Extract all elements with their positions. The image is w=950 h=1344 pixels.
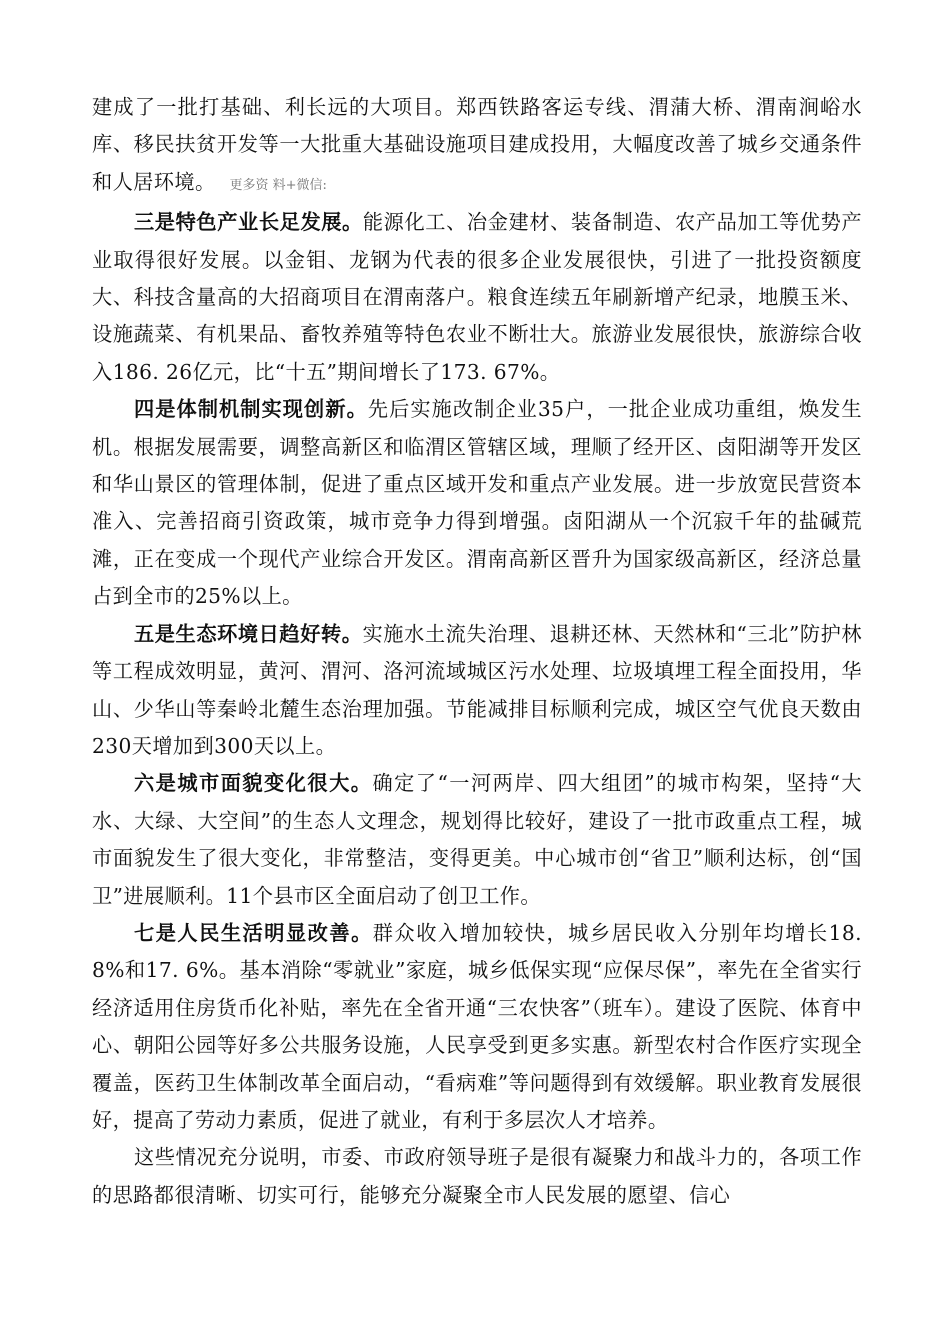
paragraph-ecology [92,616,862,766]
paragraph-industry [92,204,862,391]
paragraph-text: 群众收入增加较快，城乡居民收入分别年均增长18. 8%和17. 6%。基本消除“零就业”家庭，城乡低保实现“应保尽保”，率先在全省实行经济适用住房货币化补贴，率先在全省开通“三农快客”（班车）。建设了医院、体育中心、朝阳公园等好多公共服务设施，人民享受到更多实惠。新型农村合作医疗实现全覆盖，医药卫生体制改革全面启动，“看病难”等问题得到有效缓解。职业教育发展很好，提高了劳动力素质，促进了就业，有利于多层次人才培养。 [92,920,862,1132]
paragraph-conclusion [92,1139,862,1214]
paragraph-heading: 五是生态环境日趋好转。 [134,621,363,646]
paragraph-city [92,765,862,915]
paragraph-heading: 七是人民生活明显改善。 [134,920,373,945]
paragraph-text: 确定了“一河两岸、四大组团”的城市构架，坚持“大水、大绿、大空间”的生态人文理念，规划得比较好，建设了一批市政重点工程，城市面貌发生了很大变化，非常整洁，变得更美。中心城市创“省卫”顺利达标，创“国卫”进展顺利。11个县市区全面启动了创卫工作。 [92,771,862,908]
paragraph-text: 先后实施改制企业35户，一批企业成功重组，焕发生机。根据发展需要，调整高新区和临渭区管辖区域，理顺了经开区、卤阳湖等开发区和华山景区的管理体制，促进了重点区域开发和重点产业发展。进一步放宽民营资本准入、完善招商引资政策，城市竞争力得到增强。卤阳湖从一个沉寂千年的盐碱荒滩，正在变成一个现代产业综合开发区。渭南高新区晋升为国家级高新区，经济总量占到全市的25%以上。 [92,397,862,609]
paragraph-heading: 四是体制机制实现创新。 [134,397,368,422]
paragraph-livelihood [92,915,862,1139]
paragraph-heading: 三是特色产业长足发展。 [134,210,363,235]
paragraph-text: 建成了一批打基础、利长远的大项目。郑西铁路客运专线、渭蒲大桥、渭南涧峪水库、移民扶贫开发等一大批重大基础设施项目建成投用，大幅度改善了城乡交通条件和人居环境。 [92,95,862,194]
paragraph-heading: 六是城市面貌变化很大。 [134,771,373,796]
paragraph-infrastructure [92,89,862,204]
paragraph-text: 实施水土流失治理、退耕还林、天然林和“三北”防护林等工程成效明显，黄河、渭河、洛河流域城区污水处理、垃圾填埋工程全面投用，华山、少华山等秦岭北麓生态治理加强。节能减排目标顺利完成，城区空气优良天数由230天增加到300天以上。 [92,621,862,758]
paragraph-text: 能源化工、冶金建材、装备制造、农产品加工等优势产业取得很好发展。以金钼、龙钢为代表的很多企业发展很快，引进了一批投资额度大、科技含量高的大招商项目在渭南落户。粮食连续五年刷新增产纪录，地膜玉米、设施蔬菜、有机果品、畜牧养殖等特色农业不断壮大。旅游业发展很快，旅游综合收入186. 26亿元，比“十五”期间增长了173. 67%。 [92,210,862,384]
paragraph-text: 这些情况充分说明，市委、市政府领导班子是很有凝聚力和战斗力的，各项工作的思路都很清晰、切实可行，能够充分凝聚全市人民发展的愿望、信心 [92,1145,862,1207]
contact-note: 更多资 料+微信: [229,177,327,193]
paragraph-institutions [92,391,862,615]
document-page [92,89,862,1214]
